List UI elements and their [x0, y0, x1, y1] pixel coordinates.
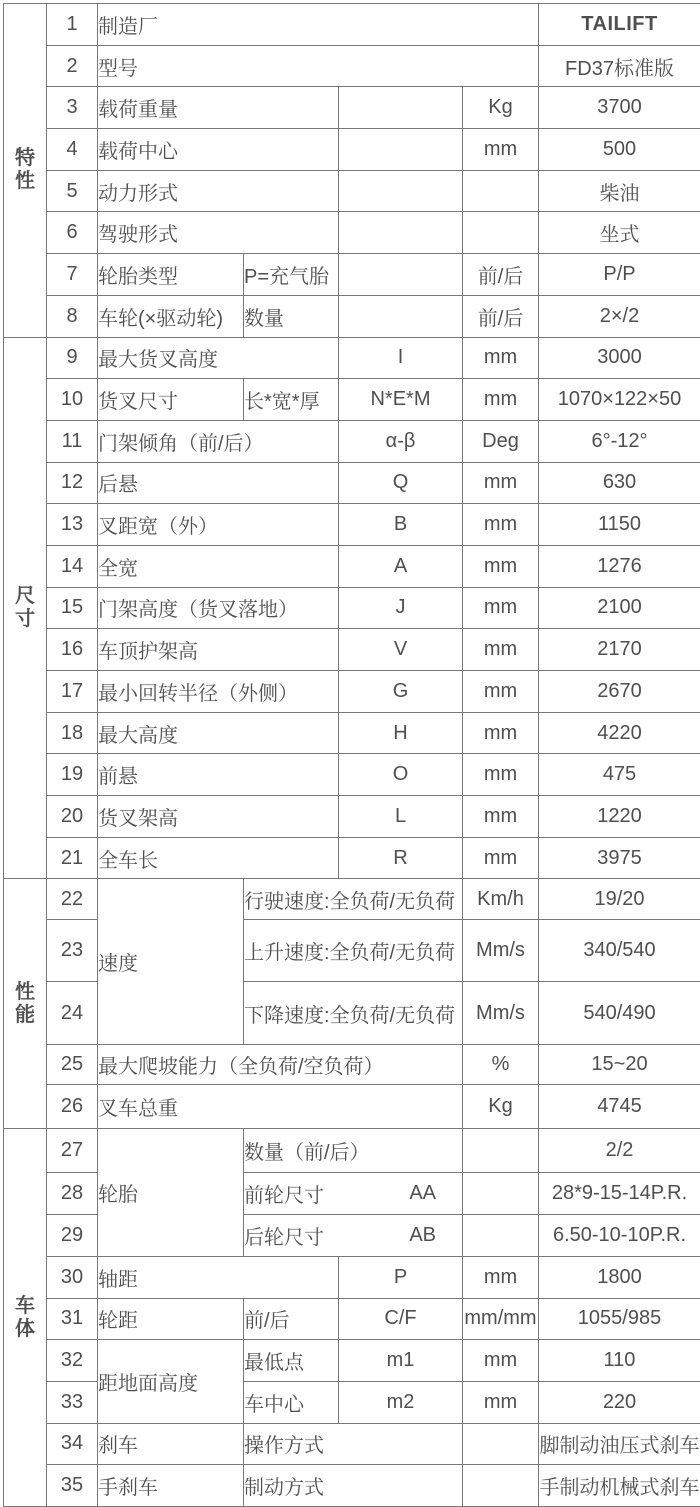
unit-cell: Deg — [463, 420, 539, 462]
unit-cell: 前/后 — [463, 254, 539, 296]
param-group-tires: 轮胎 — [98, 1129, 244, 1256]
row-number: 10 — [47, 379, 98, 421]
param-subname: 数量（前/后） — [244, 1129, 463, 1173]
param-subname: 长*宽*厚 — [244, 379, 339, 421]
symbol-cell-empty — [339, 170, 463, 212]
param-name: 最大货叉高度 — [98, 337, 339, 379]
unit-cell: Km/h — [463, 879, 539, 920]
row-number: 31 — [47, 1298, 98, 1340]
row-number: 2 — [47, 45, 98, 87]
unit-cell: mm — [463, 504, 539, 546]
symbol-cell-empty — [339, 295, 463, 337]
row-number: 13 — [47, 504, 98, 546]
param-subname: 数量 — [244, 295, 339, 337]
param-value: 柴油 — [539, 170, 700, 212]
row-number: 18 — [47, 712, 98, 754]
param-group-ground-clearance: 距地面高度 — [98, 1340, 244, 1423]
row-number: 27 — [47, 1129, 98, 1173]
param-value: 475 — [539, 754, 700, 796]
param-value: 2170 — [539, 629, 700, 671]
param-name: 叉距宽（外） — [98, 504, 339, 546]
param-name: 载荷重量 — [98, 87, 339, 129]
param-value: 3000 — [539, 337, 700, 379]
unit-cell: mm — [463, 1256, 539, 1298]
param-value: 4745 — [539, 1085, 700, 1129]
section-label-characteristics — [4, 4, 47, 338]
param-value: FD37标准版 — [539, 45, 700, 87]
row-number: 6 — [47, 212, 98, 254]
unit-cell: mm — [463, 754, 539, 796]
param-value: 2670 — [539, 671, 700, 713]
param-name: 刹车 — [98, 1423, 244, 1465]
param-value: 3700 — [539, 87, 700, 129]
param-value: 630 — [539, 462, 700, 504]
symbol-cell: N*E*M — [339, 379, 463, 421]
param-name: 门架高度（货叉落地） — [98, 587, 339, 629]
row-number: 4 — [47, 129, 98, 171]
row-number: 22 — [47, 879, 98, 920]
param-name: 轮胎类型 — [98, 254, 244, 296]
symbol-cell-empty — [339, 129, 463, 171]
row-number: 20 — [47, 796, 98, 838]
param-value: 手制动机械式刹车 — [539, 1465, 700, 1507]
symbol-cell: G — [339, 671, 463, 713]
unit-cell: Mm/s — [463, 920, 539, 982]
section-label-text: 车体 — [12, 1295, 38, 1341]
param-value: 340/540 — [539, 920, 700, 982]
section-label-text: 性能 — [12, 981, 38, 1027]
param-name: 型号 — [98, 45, 539, 87]
param-value: 28*9-15-14P.R. — [539, 1173, 700, 1215]
param-subname — [244, 1173, 463, 1215]
symbol-cell: I — [339, 337, 463, 379]
unit-cell-empty — [463, 1465, 539, 1507]
unit-cell: mm — [463, 671, 539, 713]
row-number: 24 — [47, 982, 98, 1045]
unit-cell: Kg — [463, 1085, 539, 1129]
symbol-cell: H — [339, 712, 463, 754]
param-value: 1070×122×50 — [539, 379, 700, 421]
section-label-performance — [4, 879, 47, 1129]
param-name: 制造厂 — [98, 4, 539, 46]
section-label-text: 特性 — [12, 147, 38, 193]
row-number: 29 — [47, 1215, 98, 1257]
param-group-speed: 速度 — [98, 879, 244, 1045]
unit-cell-empty — [463, 1173, 539, 1215]
param-name: 前悬 — [98, 754, 339, 796]
param-value: 1150 — [539, 504, 700, 546]
row-number: 30 — [47, 1256, 98, 1298]
symbol-cell: A — [339, 545, 463, 587]
symbol-cell: R — [339, 837, 463, 879]
symbol-cell: m2 — [339, 1381, 463, 1423]
symbol-cell-empty — [339, 212, 463, 254]
param-value: 2/2 — [539, 1129, 700, 1173]
unit-cell: Mm/s — [463, 982, 539, 1045]
symbol-cell: C/F — [339, 1298, 463, 1340]
row-number: 34 — [47, 1423, 98, 1465]
param-subname: 前/后 — [244, 1298, 339, 1340]
symbol-cell: V — [339, 629, 463, 671]
param-name: 手刹车 — [98, 1465, 244, 1507]
param-subname — [244, 1215, 463, 1257]
param-name: 货叉尺寸 — [98, 379, 244, 421]
param-name: 轮距 — [98, 1298, 244, 1340]
symbol-cell: P — [339, 1256, 463, 1298]
brand-value: TAILIFT — [539, 4, 700, 46]
param-value: 19/20 — [539, 879, 700, 920]
symbol-inline: AA — [409, 1182, 436, 1205]
unit-cell: mm — [463, 337, 539, 379]
unit-cell: mm — [463, 462, 539, 504]
symbol-cell: B — [339, 504, 463, 546]
param-value: 500 — [539, 129, 700, 171]
param-name: 后悬 — [98, 462, 339, 504]
unit-cell: mm — [463, 796, 539, 838]
row-number: 26 — [47, 1085, 98, 1129]
param-name: 全宽 — [98, 545, 339, 587]
unit-cell: mm — [463, 379, 539, 421]
subname-label: 前轮尺寸 — [244, 1179, 324, 1208]
param-name: 货叉架高 — [98, 796, 339, 838]
row-number: 7 — [47, 254, 98, 296]
row-number: 35 — [47, 1465, 98, 1507]
param-subname: 上升速度:全负荷/无负荷 — [244, 920, 463, 982]
row-number: 1 — [47, 4, 98, 46]
param-value: 220 — [539, 1381, 700, 1423]
param-value: 脚制动油压式刹车 — [539, 1423, 700, 1465]
section-label-text: 尺寸 — [12, 585, 38, 631]
row-number: 21 — [47, 837, 98, 879]
unit-cell: mm/mm — [463, 1298, 539, 1340]
param-subname: 最低点 — [244, 1340, 339, 1382]
forklift-spec-table — [3, 3, 700, 1507]
param-name: 驾驶形式 — [98, 212, 339, 254]
symbol-cell-empty — [339, 254, 463, 296]
subname-label: 后轮尺寸 — [244, 1221, 324, 1250]
param-name: 载荷中心 — [98, 129, 339, 171]
unit-cell: mm — [463, 629, 539, 671]
param-name: 最大高度 — [98, 712, 339, 754]
param-subname: P=充气胎 — [244, 254, 339, 296]
row-number: 28 — [47, 1173, 98, 1215]
param-name: 轴距 — [98, 1256, 339, 1298]
section-label-dimensions — [4, 337, 47, 879]
symbol-cell: O — [339, 754, 463, 796]
param-value: 1220 — [539, 796, 700, 838]
unit-cell: Kg — [463, 87, 539, 129]
row-number: 15 — [47, 587, 98, 629]
param-value: 坐式 — [539, 212, 700, 254]
param-value: 6°-12° — [539, 420, 700, 462]
symbol-cell: m1 — [339, 1340, 463, 1382]
param-value: 4220 — [539, 712, 700, 754]
param-value: 540/490 — [539, 982, 700, 1045]
unit-cell: mm — [463, 545, 539, 587]
row-number: 14 — [47, 545, 98, 587]
symbol-cell-empty — [339, 87, 463, 129]
param-value: 2100 — [539, 587, 700, 629]
unit-cell: mm — [463, 587, 539, 629]
symbol-cell: L — [339, 796, 463, 838]
param-value: 15~20 — [539, 1045, 700, 1085]
param-value: 1800 — [539, 1256, 700, 1298]
row-number: 17 — [47, 671, 98, 713]
param-value: 2×/2 — [539, 295, 700, 337]
param-value: 3975 — [539, 837, 700, 879]
unit-cell: 前/后 — [463, 295, 539, 337]
row-number: 12 — [47, 462, 98, 504]
unit-cell-empty — [463, 212, 539, 254]
param-name: 动力形式 — [98, 170, 339, 212]
param-subname: 车中心 — [244, 1381, 339, 1423]
param-name: 叉车总重 — [98, 1085, 463, 1129]
param-subname: 制动方式 — [244, 1465, 463, 1507]
symbol-inline: AB — [409, 1224, 436, 1247]
param-name: 车顶护架高 — [98, 629, 339, 671]
unit-cell: % — [463, 1045, 539, 1085]
spec-sheet — [3, 3, 700, 1507]
row-number: 19 — [47, 754, 98, 796]
row-number: 16 — [47, 629, 98, 671]
unit-cell-empty — [463, 170, 539, 212]
param-subname: 下降速度:全负荷/无负荷 — [244, 982, 463, 1045]
row-number: 23 — [47, 920, 98, 982]
row-number: 8 — [47, 295, 98, 337]
unit-cell-empty — [463, 1129, 539, 1173]
row-number: 32 — [47, 1340, 98, 1382]
row-number: 33 — [47, 1381, 98, 1423]
symbol-cell: J — [339, 587, 463, 629]
param-name: 门架倾角（前/后） — [98, 420, 339, 462]
symbol-cell: α-β — [339, 420, 463, 462]
param-value: 110 — [539, 1340, 700, 1382]
row-number: 3 — [47, 87, 98, 129]
param-subname: 行驶速度:全负荷/无负荷 — [244, 879, 463, 920]
param-name: 最大爬坡能力（全负荷/空负荷） — [98, 1045, 463, 1085]
unit-cell-empty — [463, 1215, 539, 1257]
row-number: 5 — [47, 170, 98, 212]
section-label-body — [4, 1129, 47, 1507]
unit-cell: mm — [463, 712, 539, 754]
param-value: 1276 — [539, 545, 700, 587]
unit-cell: mm — [463, 837, 539, 879]
symbol-cell: Q — [339, 462, 463, 504]
param-value: 6.50-10-10P.R. — [539, 1215, 700, 1257]
param-name: 最小回转半径（外侧） — [98, 671, 339, 713]
unit-cell: mm — [463, 129, 539, 171]
row-number: 9 — [47, 337, 98, 379]
param-value: P/P — [539, 254, 700, 296]
param-name: 车轮(×驱动轮) — [98, 295, 244, 337]
row-number: 25 — [47, 1045, 98, 1085]
param-subname: 操作方式 — [244, 1423, 463, 1465]
param-value: 1055/985 — [539, 1298, 700, 1340]
unit-cell: mm — [463, 1340, 539, 1382]
unit-cell: mm — [463, 1381, 539, 1423]
unit-cell-empty — [463, 1423, 539, 1465]
param-name: 全车长 — [98, 837, 339, 879]
row-number: 11 — [47, 420, 98, 462]
